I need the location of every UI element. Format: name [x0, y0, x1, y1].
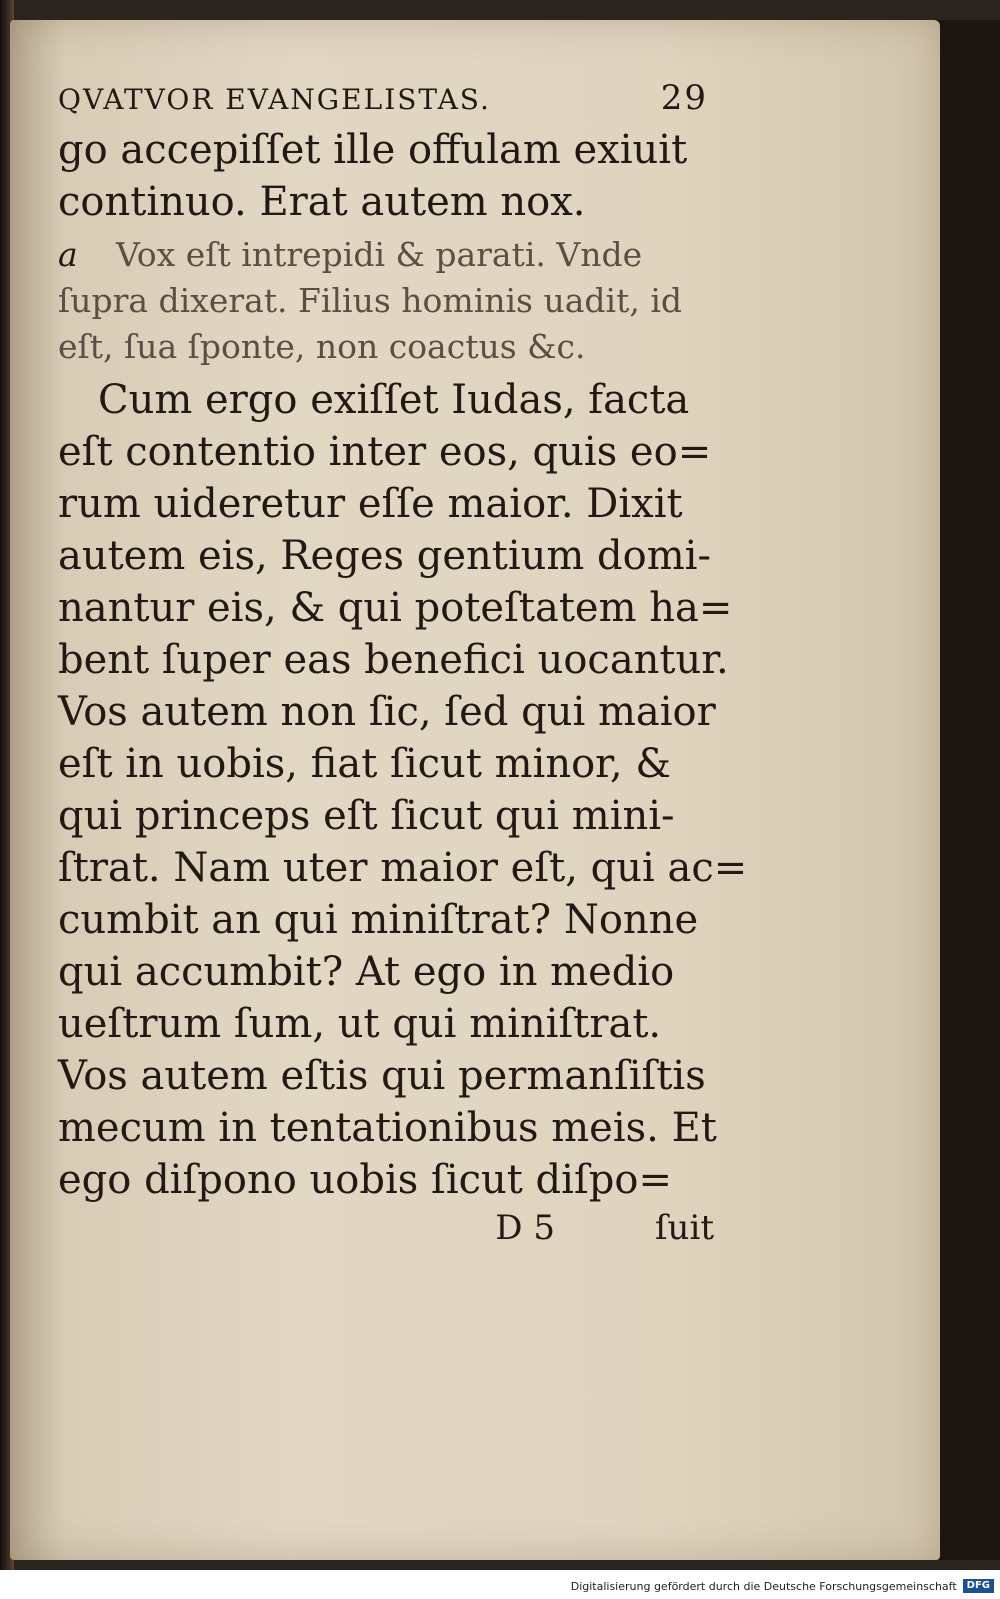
- text-line: rum uideretur eſſe maior. Dixit: [58, 481, 683, 527]
- main-text: [58, 374, 748, 1206]
- digitization-credit: [571, 1579, 994, 1593]
- text-block: [58, 78, 748, 1248]
- marginal-gloss: [58, 232, 718, 370]
- opening-lines: [58, 124, 718, 228]
- gloss-line: ſupra dixerat. Filius hominis uadit, id: [58, 281, 683, 320]
- page-number: 29: [660, 78, 708, 118]
- text-line: go accepiſſet ille offulam exiuit: [58, 127, 688, 173]
- text-line: ego diſpono uobis ſicut diſpo=: [58, 1157, 672, 1203]
- gloss-marker: a: [58, 235, 78, 274]
- text-line: ſtrat. Nam uter maior eſt, qui ac=: [58, 845, 748, 891]
- text-line: Vos autem non ſic, ſed qui maior: [58, 689, 716, 735]
- text-line: cumbit an qui miniſtrat? Nonne: [58, 897, 699, 943]
- text-line: mecum in tentationibus meis. Et: [58, 1105, 717, 1151]
- text-line: bent ſuper eas benefici uocantur.: [58, 637, 729, 683]
- dfg-logo: DFG: [963, 1579, 994, 1593]
- credit-text: Digitalisierung gefördert durch die Deutsche Forschungsgemeinschaft: [570, 1579, 957, 1593]
- book-page: [10, 20, 940, 1560]
- text-line: nantur eis, & qui poteſtatem ha=: [58, 585, 733, 631]
- running-title: QVATVOR EVANGELISTAS.: [58, 83, 491, 116]
- gloss-line-text: Vox eſt intrepidi & parati. Vnde: [116, 235, 643, 274]
- text-line: Cum ergo exiſſet Iudas, facta: [98, 377, 690, 423]
- running-head: [58, 78, 718, 118]
- text-line: ueſtrum ſum, ut qui miniſtrat.: [58, 1001, 662, 1047]
- text-line: continuo. Erat autem nox.: [58, 179, 586, 225]
- catchword: ſuit: [654, 1208, 714, 1248]
- text-line: autem eis, Reges gentium domi-: [58, 533, 711, 579]
- adjacent-page-shadow: [935, 20, 1000, 1560]
- gloss-line: [58, 232, 718, 278]
- gloss-line: eſt, ſua ſponte, non coactus &c.: [58, 327, 586, 366]
- text-line: eſt in uobis, fiat ſicut minor, &: [58, 741, 671, 787]
- text-line: qui princeps eſt ſicut qui mini-: [58, 793, 675, 839]
- text-line: Vos autem eſtis qui permanſiſtis: [58, 1053, 706, 1099]
- signature-mark: D 5: [495, 1208, 555, 1248]
- text-line: eſt contentio inter eos, quis eo=: [58, 429, 712, 475]
- text-line: qui accumbit? At ego in medio: [58, 949, 675, 995]
- catchline: [58, 1208, 718, 1248]
